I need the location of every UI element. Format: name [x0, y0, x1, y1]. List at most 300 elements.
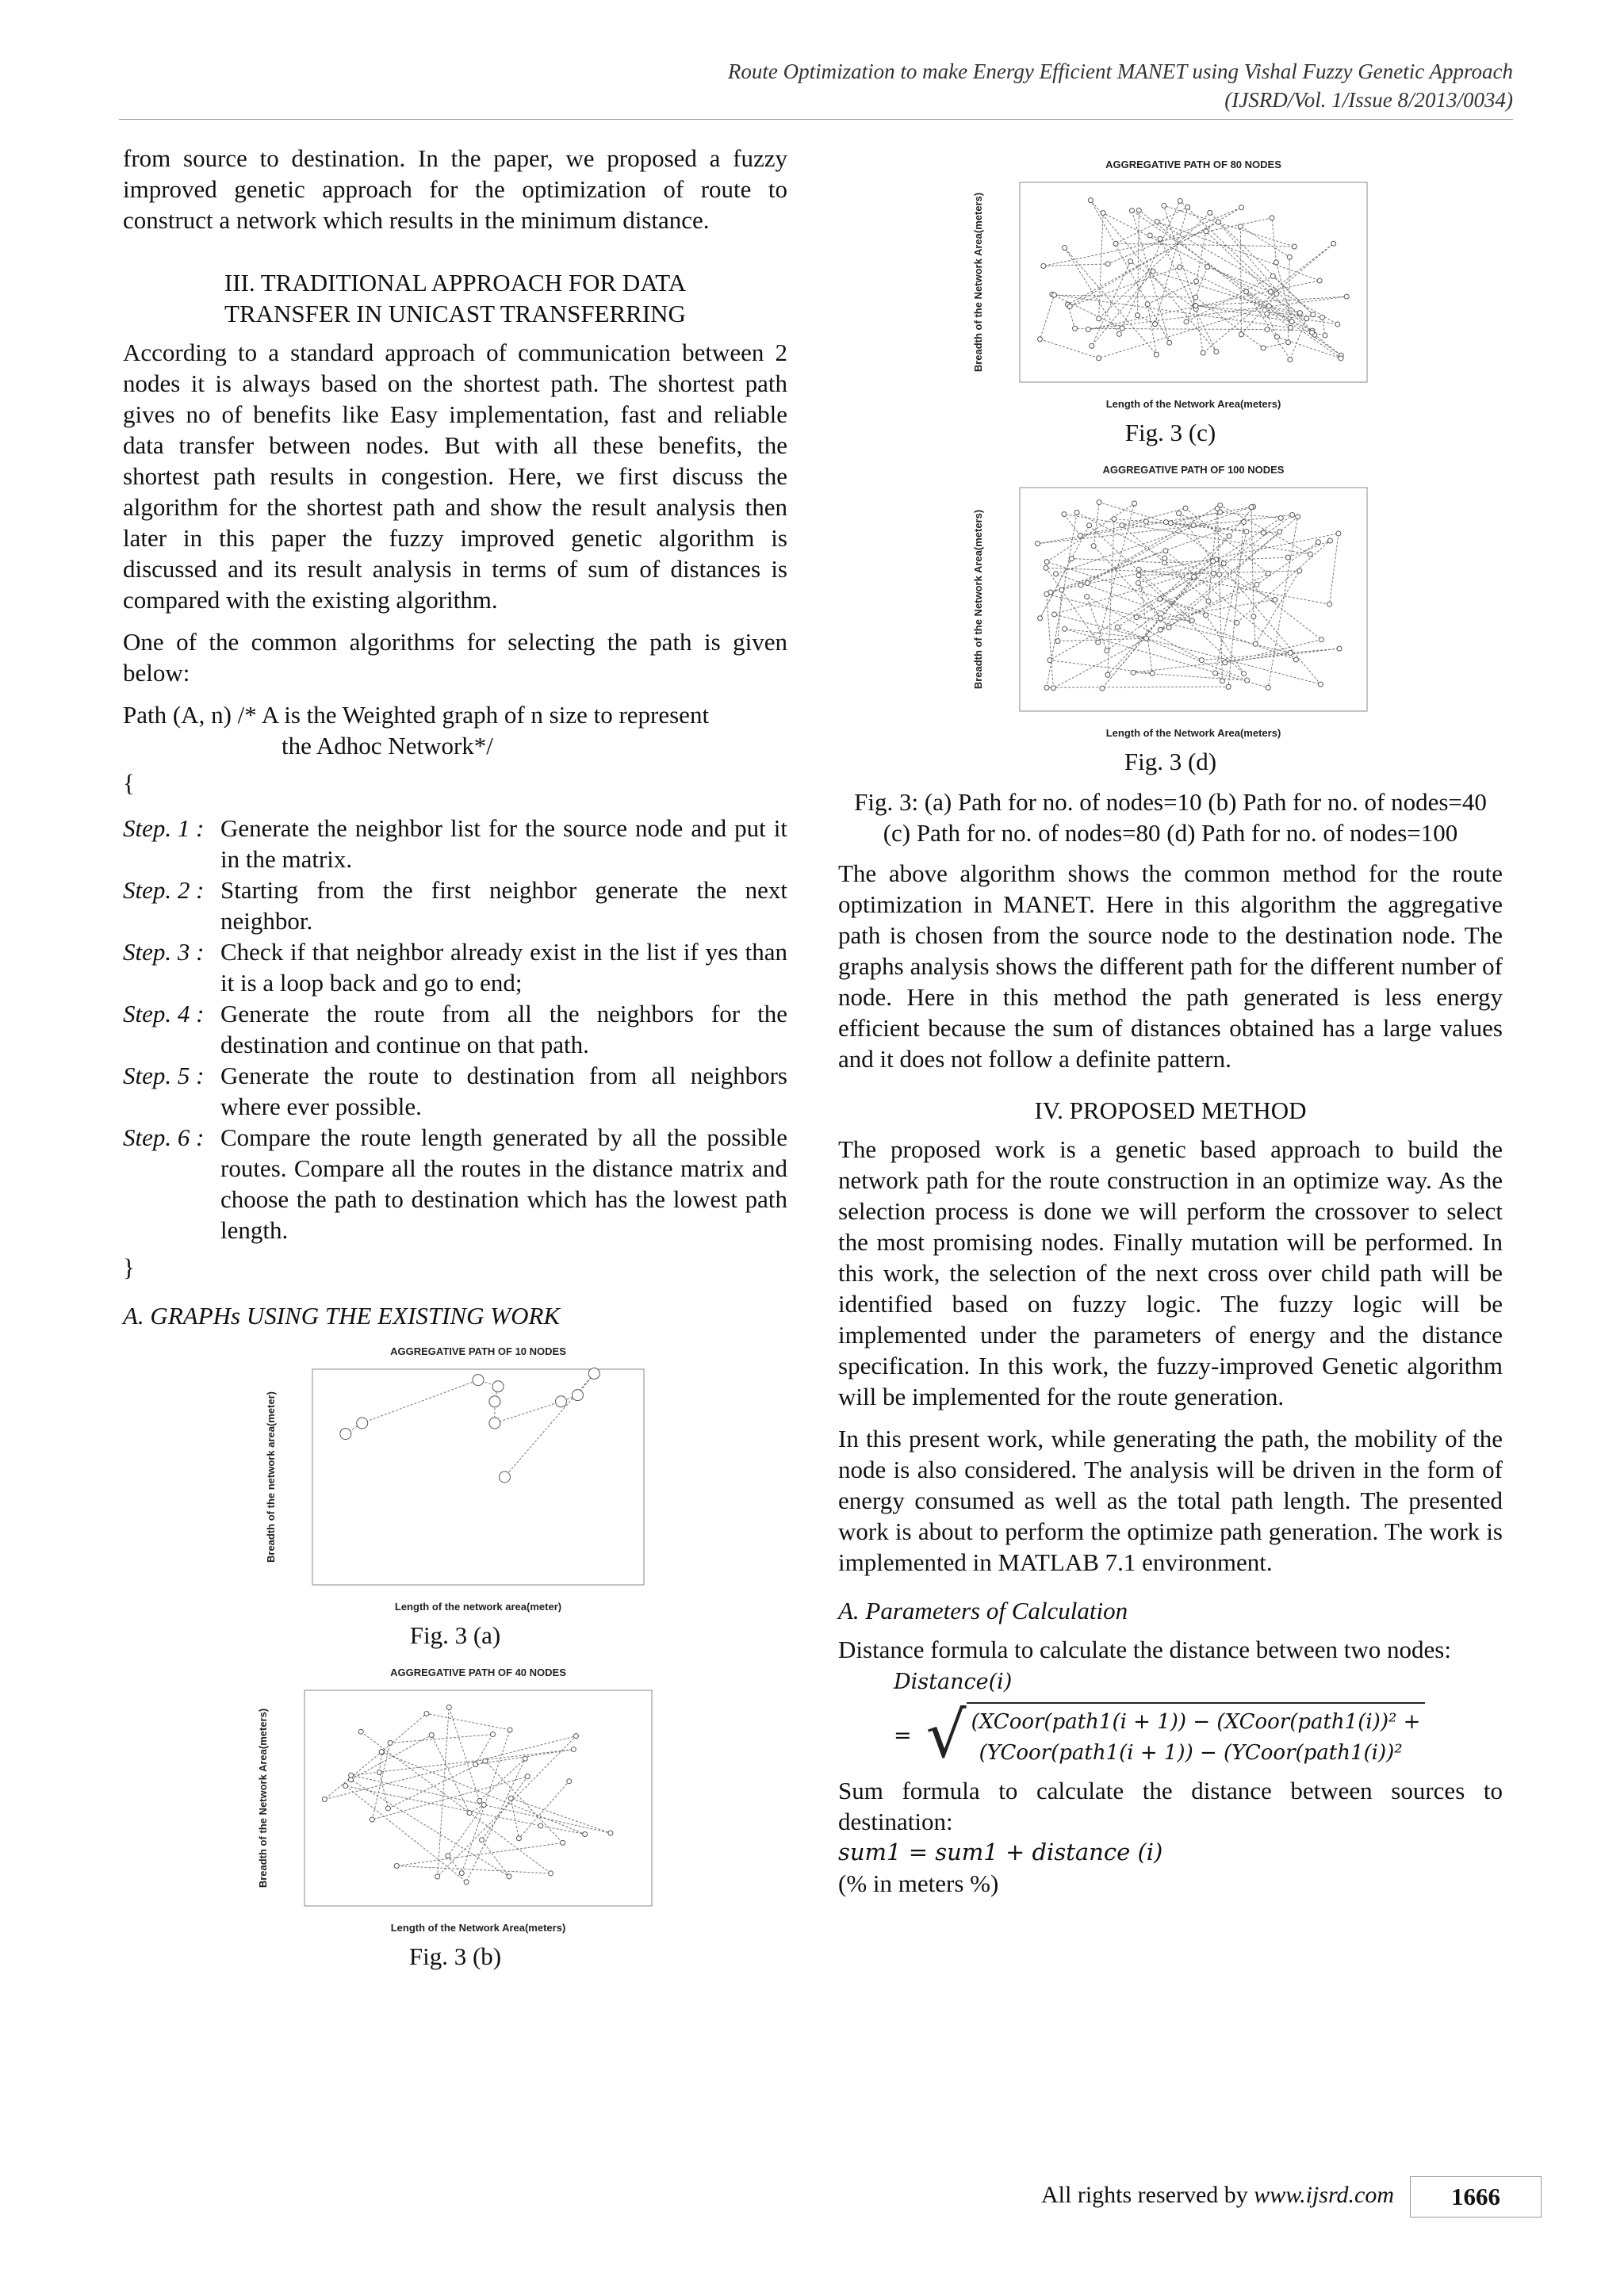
node-point: [1162, 561, 1167, 565]
node-point: [1192, 574, 1197, 579]
y-axis-label: Breadth of the Network Area(meters): [972, 192, 984, 373]
node-point: [1266, 685, 1270, 690]
y-axis-label: Breadth of the network area(meter): [265, 1391, 277, 1563]
node-point: [1037, 337, 1042, 342]
node-point: [1073, 326, 1078, 331]
node-point: [1087, 523, 1092, 528]
node-point: [1063, 245, 1067, 250]
section-4-paragraph-1: The proposed work is a genetic based approach to build the network path for the route construction in an optimize way. As the selection process is done we will perform the crossover to select the most promising nodes. Finally mutation will be performed. In this work, the selection of the next cross over child path will be identified based on fuzzy logic. The fuzzy logic will be implemented under the parameters of energy and the distance specification. In this work, the fuzzy-improved Genetic algorithm will be implemented for the route generation.: [838, 1135, 1503, 1410]
step-text: Generate the neighbor list for the source node and put it in the matrix.: [220, 814, 787, 873]
node-point: [1238, 224, 1243, 229]
figure-3d-caption: Fig. 3 (d): [1124, 748, 1217, 775]
node-point: [1145, 302, 1150, 307]
node-point: [1132, 501, 1137, 506]
node-point: [435, 1874, 440, 1879]
node-point: [1274, 260, 1278, 265]
formula-line-1: (XCoor(path1(i + 1)) − (XCoor(path1(i))² +: [971, 1710, 1421, 1734]
node-point: [1044, 560, 1049, 564]
node-point: [1193, 304, 1198, 308]
node-point: [358, 1729, 363, 1734]
header-rule: [119, 119, 1513, 120]
subsection-a-parameters: A. Parameters of Calculation: [838, 1597, 1128, 1624]
header-title: Route Optimization to make Energy Efficient MANET using Vishal Fuzzy Genetic Approach: [727, 59, 1513, 83]
node-point: [1036, 541, 1040, 546]
node-point: [1290, 513, 1295, 518]
node-point: [507, 1874, 511, 1879]
node-point: [1337, 646, 1342, 651]
node-point: [1136, 567, 1141, 572]
node-point: [1288, 651, 1293, 656]
step-text: Generate the route to destination from all neighbors where ever possible.: [220, 1062, 787, 1120]
node-point: [1134, 615, 1139, 620]
node-point: [1177, 511, 1182, 516]
node-point: [1185, 205, 1190, 209]
node-point: [1059, 587, 1064, 592]
node-point: [379, 1750, 384, 1755]
node-point: [1320, 637, 1324, 642]
node-point: [1316, 540, 1320, 545]
node-point: [1204, 613, 1208, 618]
footer-site-link[interactable]: www.ijsrd.com: [1254, 2182, 1394, 2208]
node-point: [549, 1871, 553, 1876]
node-point: [571, 1747, 576, 1752]
node-point: [1163, 520, 1168, 525]
node-point: [1201, 350, 1205, 355]
path-series: [324, 1708, 611, 1882]
node-point: [1235, 620, 1239, 625]
node-point: [1205, 265, 1210, 270]
node-point: [424, 1711, 429, 1716]
x-axis-label: Length of the network area(meter): [394, 1601, 562, 1613]
section-3-paragraph-1: According to a standard approach of communication between 2 nodes it is always based on the shortest path. The shortest path gives no of benefits like Easy implementation, fast and reliable data transfer between nodes. But with all these benefits, the shortest path results in congestion. Here, we first discuss the algorithm for the shortest path and show the result analysis then later in this paper the fuzzy improved genetic algorithm is discussed and its result analysis in terms of sum of distances is compared with the existing algorithm.: [123, 339, 787, 614]
node-point: [1136, 573, 1141, 578]
node-point: [1218, 503, 1223, 507]
node-point: [1088, 198, 1093, 203]
node-point: [1226, 684, 1231, 689]
node-point: [1211, 559, 1216, 564]
node-point: [1105, 262, 1110, 266]
node-point: [473, 1375, 484, 1386]
formula-line-2: (YCoor(path1(i + 1)) − (YCoor(path1(i))²: [979, 1741, 1403, 1765]
right-column: [838, 147, 1503, 1899]
node-point: [1317, 278, 1322, 283]
y-axis-label: Breadth of the Network Area(meters): [257, 1708, 269, 1888]
x-axis-label: Length of the Network Area(meters): [1105, 398, 1281, 410]
node-point: [1062, 512, 1067, 517]
distance-formula: [838, 1667, 1503, 1772]
header-journal: (IJSRD/Vol. 1/Issue 8/2013/0034): [1224, 88, 1513, 112]
node-point: [1085, 581, 1090, 586]
node-point: [1268, 289, 1273, 294]
figure-3a-caption: Fig. 3 (a): [409, 1621, 501, 1649]
plot-frame: [1020, 182, 1367, 382]
node-point: [1270, 216, 1274, 220]
node-point: [1270, 274, 1275, 278]
node-point: [343, 1784, 348, 1789]
step-label: Step. 3 :: [123, 938, 205, 966]
step-label: Step. 5 :: [123, 1062, 205, 1089]
node-point: [1194, 279, 1199, 284]
node-point: [1096, 640, 1101, 645]
node-point: [477, 1798, 482, 1803]
node-point: [1063, 626, 1067, 631]
node-point: [1285, 340, 1290, 345]
node-point: [1297, 311, 1302, 316]
running-header: [728, 57, 1513, 114]
node-point: [1285, 555, 1290, 560]
algorithm-step: [123, 874, 787, 936]
node-point: [1223, 660, 1228, 665]
algorithm-steps: [123, 813, 787, 1246]
node-point: [388, 1740, 393, 1745]
section-4-heading: IV. PROPOSED METHOD: [1034, 1096, 1307, 1124]
step-text: Compare the route length generated by all the possible routes. Compare all the routes in the distance matrix and choose the path to destination which has the lowest path length.: [220, 1123, 787, 1244]
node-point: [1116, 331, 1121, 336]
chart-title: AGGREGATIVE PATH OF 80 NODES: [1105, 159, 1281, 170]
page-number: 1666: [1410, 2176, 1542, 2218]
node-point: [1214, 349, 1219, 354]
node-point: [459, 1871, 464, 1876]
chart-title: AGGREGATIVE PATH OF 100 NODES: [1102, 464, 1285, 476]
node-point: [1274, 292, 1279, 297]
node-point: [1105, 672, 1110, 677]
node-point: [1178, 265, 1182, 270]
node-point: [489, 1396, 500, 1407]
node-point: [1206, 599, 1211, 603]
node-point: [1261, 346, 1266, 350]
node-point: [1245, 678, 1250, 683]
node-point: [1251, 614, 1256, 619]
node-point: [1191, 522, 1196, 527]
node-point: [1239, 205, 1244, 210]
node-point: [1055, 639, 1060, 644]
node-point: [467, 1811, 472, 1816]
node-point: [1211, 571, 1216, 576]
node-point: [1112, 517, 1116, 522]
node-point: [1115, 625, 1120, 629]
node-point: [1136, 580, 1140, 585]
step-label: Step. 2 :: [123, 876, 205, 904]
node-point: [340, 1429, 351, 1440]
distance-text: Distance formula to calculate the distance between two nodes:: [838, 1636, 1451, 1663]
node-point: [1044, 565, 1048, 570]
node-point: [1051, 686, 1055, 691]
node-point: [1277, 530, 1282, 534]
figure-3b-caption: Fig. 3 (b): [408, 1942, 502, 1970]
node-point: [1153, 322, 1158, 327]
section-3-line-2: TRANSFER IN UNICAST TRANSFERRING: [224, 300, 686, 327]
node-point: [446, 1854, 450, 1858]
node-point: [349, 1773, 354, 1777]
node-point: [1105, 649, 1109, 653]
x-axis-label: Length of the Network Area(meters): [390, 1922, 566, 1934]
node-point: [561, 1840, 565, 1845]
node-point: [1336, 531, 1341, 536]
node-point: [588, 1368, 599, 1379]
node-point: [1265, 312, 1270, 316]
node-point: [1101, 211, 1105, 216]
node-point: [1097, 356, 1101, 361]
node-point: [446, 1705, 451, 1710]
node-point: [1199, 658, 1204, 663]
path-series: [346, 1373, 595, 1477]
node-point: [1253, 641, 1258, 646]
node-point: [1227, 534, 1231, 538]
node-point: [1335, 322, 1340, 327]
node-point: [567, 1779, 572, 1784]
node-point: [489, 1418, 500, 1429]
node-point: [322, 1797, 327, 1801]
node-point: [574, 1734, 579, 1739]
node-point: [508, 1796, 513, 1800]
node-point: [1158, 616, 1162, 621]
node-point: [1158, 597, 1162, 602]
node-point: [1287, 254, 1292, 259]
node-point: [1167, 340, 1172, 345]
node-point: [1293, 657, 1298, 662]
algorithm-step: [123, 1060, 787, 1122]
figure-3b-chart: [249, 1660, 661, 1938]
node-point: [1136, 208, 1141, 212]
node-point: [1242, 672, 1247, 676]
node-point: [1044, 591, 1049, 596]
node-point: [483, 1758, 488, 1763]
algorithm-step: [123, 936, 787, 998]
node-point: [357, 1418, 368, 1429]
node-point: [1168, 521, 1173, 526]
node-point: [377, 1770, 381, 1774]
node-point: [1184, 320, 1189, 324]
sum-text: Sum formula to calculate the distance between sources to destination:: [838, 1777, 1503, 1835]
node-point: [1120, 523, 1124, 528]
step-label: Step. 4 :: [123, 1000, 205, 1027]
node-point: [1311, 312, 1316, 317]
section-3-paragraph-2: One of the common algorithms for selecting the path is given below:: [123, 628, 787, 687]
section-3-heading: [123, 267, 787, 329]
node-point: [523, 1756, 527, 1761]
chart-title: AGGREGATIVE PATH OF 10 NODES: [390, 1345, 566, 1357]
figure-3-caption: Fig. 3: (a) Path for no. of nodes=10 (b) Path for no. of nodes=40 (c) Path for no. of nodes=80 (d) Path for no. of nodes=100: [854, 788, 1487, 847]
node-point: [1344, 294, 1349, 299]
node-point: [608, 1831, 613, 1835]
node-point: [1155, 220, 1159, 224]
node-point: [1278, 515, 1283, 520]
node-point: [1213, 671, 1218, 675]
node-point: [1158, 627, 1162, 632]
node-point: [1292, 244, 1297, 249]
open-brace: {: [123, 769, 135, 797]
node-point: [583, 1831, 588, 1836]
node-point: [1266, 304, 1271, 308]
node-point: [1249, 505, 1254, 510]
footer-rights: [1041, 2182, 1394, 2209]
node-point: [490, 1732, 495, 1737]
node-point: [1242, 520, 1247, 525]
plot-frame: [304, 1690, 652, 1906]
node-point: [1128, 259, 1133, 264]
node-point: [1327, 602, 1332, 607]
node-point: [508, 1728, 512, 1732]
node-point: [1048, 658, 1052, 663]
sqrt-sign: √: [925, 1698, 967, 1772]
node-point: [385, 1806, 390, 1811]
plot-frame: [312, 1369, 644, 1585]
algorithm-step: [123, 813, 787, 874]
node-point: [1144, 636, 1149, 641]
path-signature: [123, 699, 787, 761]
node-point: [1327, 538, 1332, 543]
step-text: Generate the route from all the neighbors for the destination and continue on that path.: [220, 1000, 787, 1058]
units-note: (% in meters %): [838, 1869, 999, 1897]
node-point: [1067, 304, 1072, 308]
node-point: [1100, 686, 1105, 691]
node-point: [1204, 229, 1208, 234]
node-point: [1308, 552, 1312, 557]
node-point: [1097, 316, 1101, 321]
algorithm-step: [123, 1122, 787, 1246]
node-point: [1275, 335, 1280, 339]
section-4-paragraph-2: In this present work, while generating the path, the mobility of the node is also considered. The analysis will be driven in the form of energy consumed as well as the total path length. The presented work is about to perform the optimize path generation. The work is implemented in MATLAB 7.1 environment.: [838, 1425, 1503, 1576]
node-point: [1289, 320, 1294, 324]
node-point: [1288, 358, 1293, 362]
node-point: [1085, 595, 1090, 599]
path-line-1: Path (A, n) /* A is the Weighted graph of n size to represent: [123, 701, 710, 729]
node-point: [1254, 582, 1259, 587]
right-paragraph-1: The above algorithm shows the common method for the route optimization in MANET. Here in this algorithm the aggregative path is chosen from the source node to the destination node. The graphs analysis shows the different path for the different number of node. Here in this method the path generated is less energy efficient because the sum of distances obtained has a large values and it does not follow a definite pattern.: [838, 859, 1503, 1073]
node-point: [1166, 625, 1171, 629]
node-point: [1053, 572, 1058, 576]
left-column: [123, 143, 787, 1981]
node-point: [572, 1390, 583, 1401]
x-axis-label: Length of the Network Area(meters): [1105, 727, 1281, 739]
node-point: [1217, 572, 1222, 577]
node-point: [1154, 352, 1159, 357]
node-point: [1162, 556, 1167, 561]
node-point: [1147, 233, 1152, 238]
node-point: [1244, 530, 1249, 534]
node-point: [1266, 571, 1270, 576]
formula-lhs: Distance(i): [894, 1670, 1013, 1694]
node-point: [499, 1471, 510, 1483]
node-point: [1220, 679, 1224, 683]
node-point: [1216, 220, 1220, 224]
step-label: Step. 1 :: [123, 814, 205, 842]
node-point: [1150, 671, 1155, 675]
node-point: [1304, 316, 1309, 321]
section-3-line-1: III. TRADITIONAL APPROACH FOR DATA: [224, 269, 687, 297]
node-point: [1183, 506, 1188, 511]
node-point: [1090, 343, 1094, 348]
node-point: [1129, 209, 1134, 213]
node-point: [1208, 210, 1212, 215]
node-point: [1143, 519, 1148, 524]
node-point: [1323, 333, 1327, 338]
node-point: [1163, 549, 1168, 553]
node-point: [1113, 241, 1118, 246]
node-point: [1331, 241, 1336, 246]
node-point: [1162, 203, 1166, 208]
node-point: [1131, 670, 1136, 675]
formula-equals: =: [894, 1723, 912, 1748]
figure-3d-chart: [964, 457, 1377, 743]
node-point: [1273, 598, 1277, 603]
node-point: [481, 1803, 486, 1808]
node-point: [1120, 326, 1124, 331]
figure-3a-chart: [257, 1339, 653, 1617]
node-point: [1091, 544, 1096, 549]
node-point: [480, 1838, 485, 1843]
algorithm-step: [123, 998, 787, 1060]
node-point: [516, 1836, 521, 1841]
step-label: Step. 6 :: [123, 1123, 205, 1151]
node-point: [1239, 332, 1243, 337]
node-point: [1310, 330, 1315, 335]
node-point: [1078, 583, 1083, 587]
node-point: [1296, 515, 1300, 519]
node-point: [1244, 289, 1249, 294]
node-point: [473, 1762, 478, 1766]
node-point: [1038, 616, 1043, 621]
node-point: [1086, 327, 1090, 332]
node-point: [1261, 530, 1266, 535]
node-point: [1320, 315, 1324, 320]
node-point: [1221, 561, 1226, 566]
node-point: [1158, 236, 1162, 241]
node-point: [1193, 295, 1198, 300]
node-point: [1041, 264, 1046, 269]
node-point: [1265, 327, 1270, 332]
node-point: [1178, 198, 1182, 203]
node-point: [1052, 293, 1057, 297]
step-text: Check if that neighbor already exist in the list if yes than it is a loop back and go to end;: [220, 938, 787, 997]
node-point: [1069, 557, 1074, 561]
node-point: [1074, 510, 1079, 515]
chart-title: AGGREGATIVE PATH OF 40 NODES: [390, 1667, 566, 1678]
node-point: [525, 1774, 530, 1779]
node-point: [1318, 682, 1323, 687]
step-text: Starting from the first neighbor generate the next neighbor.: [220, 876, 787, 935]
path-series: [1040, 201, 1347, 360]
node-point: [464, 1880, 469, 1885]
node-point: [1135, 313, 1139, 318]
figure-3c-chart: [964, 152, 1377, 414]
y-axis-label: Breadth of the Network Area(meters): [972, 509, 984, 690]
subsection-a-heading: A. GRAPHs USING THE EXISTING WORK: [123, 1302, 561, 1330]
node-point: [1297, 568, 1302, 573]
node-point: [1151, 269, 1155, 274]
node-point: [1052, 612, 1057, 617]
node-point: [1044, 685, 1049, 690]
figure-3c-caption: Fig. 3 (c): [1124, 419, 1216, 446]
sqrt-body: [967, 1702, 1426, 1769]
node-point: [492, 1381, 504, 1392]
node-point: [370, 1817, 374, 1822]
node-point: [1289, 325, 1293, 330]
close-brace: }: [123, 1253, 135, 1281]
node-point: [538, 1823, 543, 1828]
node-point: [394, 1864, 399, 1869]
node-point: [429, 1732, 434, 1737]
node-point: [1078, 533, 1082, 538]
sum-formula: sum1 = sum1 + distance (i): [838, 1839, 1163, 1866]
footer-prefix: All rights reserved by: [1041, 2182, 1254, 2208]
intro-paragraph: from source to destination. In the paper, we proposed a fuzzy improved genetic approach for the optimization of route to construct a network which results in the minimum distance.: [123, 144, 787, 234]
node-point: [556, 1396, 567, 1407]
path-line-2: the Adhoc Network*/: [282, 732, 493, 760]
node-point: [1189, 618, 1194, 623]
node-point: [1097, 500, 1101, 505]
node-point: [1339, 356, 1343, 361]
